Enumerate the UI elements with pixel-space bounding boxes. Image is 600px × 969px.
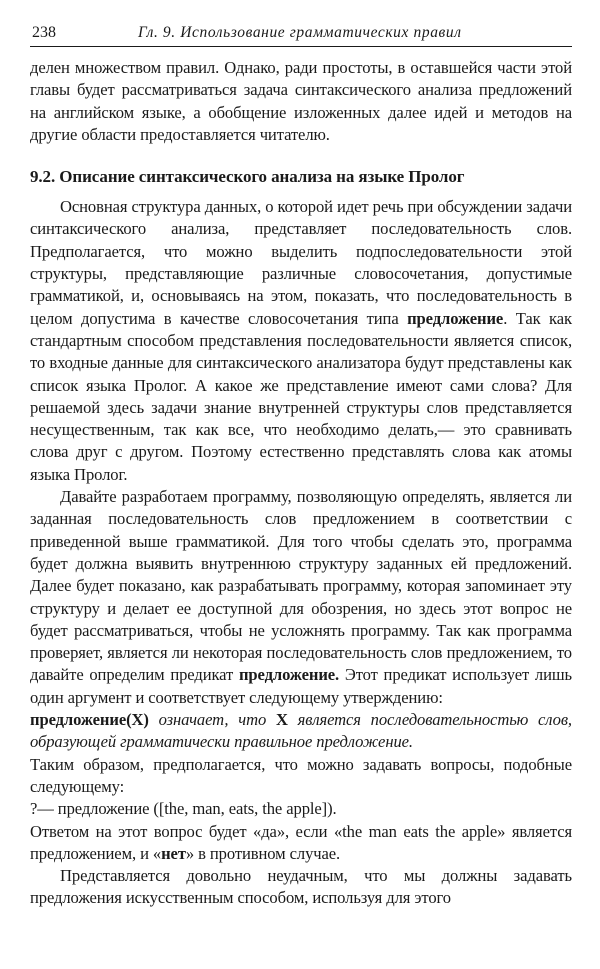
paragraph-data-structure xyxy=(30,196,572,486)
text-run: » в противном случае. xyxy=(185,843,341,863)
definition-term: предложение(X) xyxy=(30,710,149,730)
paragraph-continuation: делен множеством правил. Однако, ради простоты, в оставшейся части этой главы будет рассматриваться задача синтаксического анализа предложений на английском языке, а обобщение изложенных далее идей и методов на другие области предоставляется читателю. xyxy=(30,58,572,144)
predicate-definition xyxy=(30,709,572,754)
text-run: Основная структура данных, о которой идет речь при обсуждении задачи синтаксического анализа, представляет последовательность слов. Предполагается, что можно выделить подпоследовательности этой структуры, представляющие различные словосочетания, допустимые грамматикой, и, основываясь на этом, показать, что последовательность в целом допустима в качестве словосочетания типа xyxy=(30,197,572,328)
bold-term: предложение. xyxy=(238,665,340,685)
text-run: Этот предикат использует лишь один аргумент и соответствует следующему утверждению: xyxy=(30,665,573,707)
page-header xyxy=(30,20,572,47)
paragraph-program xyxy=(30,486,572,709)
text-run: означает, что xyxy=(148,710,276,730)
page-number: 238 xyxy=(32,24,56,41)
text-run: Давайте разработаем программу, позволяющую определять, является ли заданная последовательность слов предложением в соответствии с приведенной выше грамматикой. Для того чтобы сделать это, программа будет должна выявить внутреннюю структуру заданных ей предложений. Далее будет показано, как разрабатывать программу, которая запоминает эту структуру и делает ее доступной для обозрения, но здесь этот вопрос не будет рассматриваться, чтобы не усложнять программу. Так как программа проверяет, является ли некоторая последовательность слов предложением, то давайте определим предикат xyxy=(30,487,572,685)
paragraph-questions: Таким образом, предполагается, что можно задавать вопросы, подобные следующему: xyxy=(30,754,572,796)
text-run: является последовательностью слов, образующей грамматически правильное предложение. xyxy=(30,710,572,752)
text-run: . Так как стандартным способом представления последовательности является список, то входные данные для синтаксического анализатора будут представлены как список языка Пролог. А какое же представление имеют сами слова? Для решаемой здесь задачи знание внутренней структуры слов представляется несущественным, так как все, что необходимо делать,— это сравнивать слова друг с другом. Поэтому естественно представлять слова как атомы языка Пролог. xyxy=(30,308,572,484)
bold-term: предложение xyxy=(407,308,504,328)
book-page xyxy=(30,20,572,910)
page-body xyxy=(30,57,572,910)
definition-variable: X xyxy=(275,710,288,730)
paragraph-final: Представляется довольно неудачным, что мы должны задавать предложения искусственным способом, используя для этого xyxy=(30,866,572,908)
text-run: Ответом на этот вопрос будет «да», если «the man eats the apple» является предложением, и « xyxy=(30,821,572,863)
paragraph-answer xyxy=(30,821,572,866)
bold-term: нет xyxy=(161,843,186,863)
prolog-query: ?— предложение ([the, man, eats, the apple]). xyxy=(30,799,337,819)
running-head: Гл. 9. Использование грамматических правил xyxy=(138,24,462,41)
section-title: 9.2. Описание синтаксического анализа на языке Пролог xyxy=(30,167,465,187)
